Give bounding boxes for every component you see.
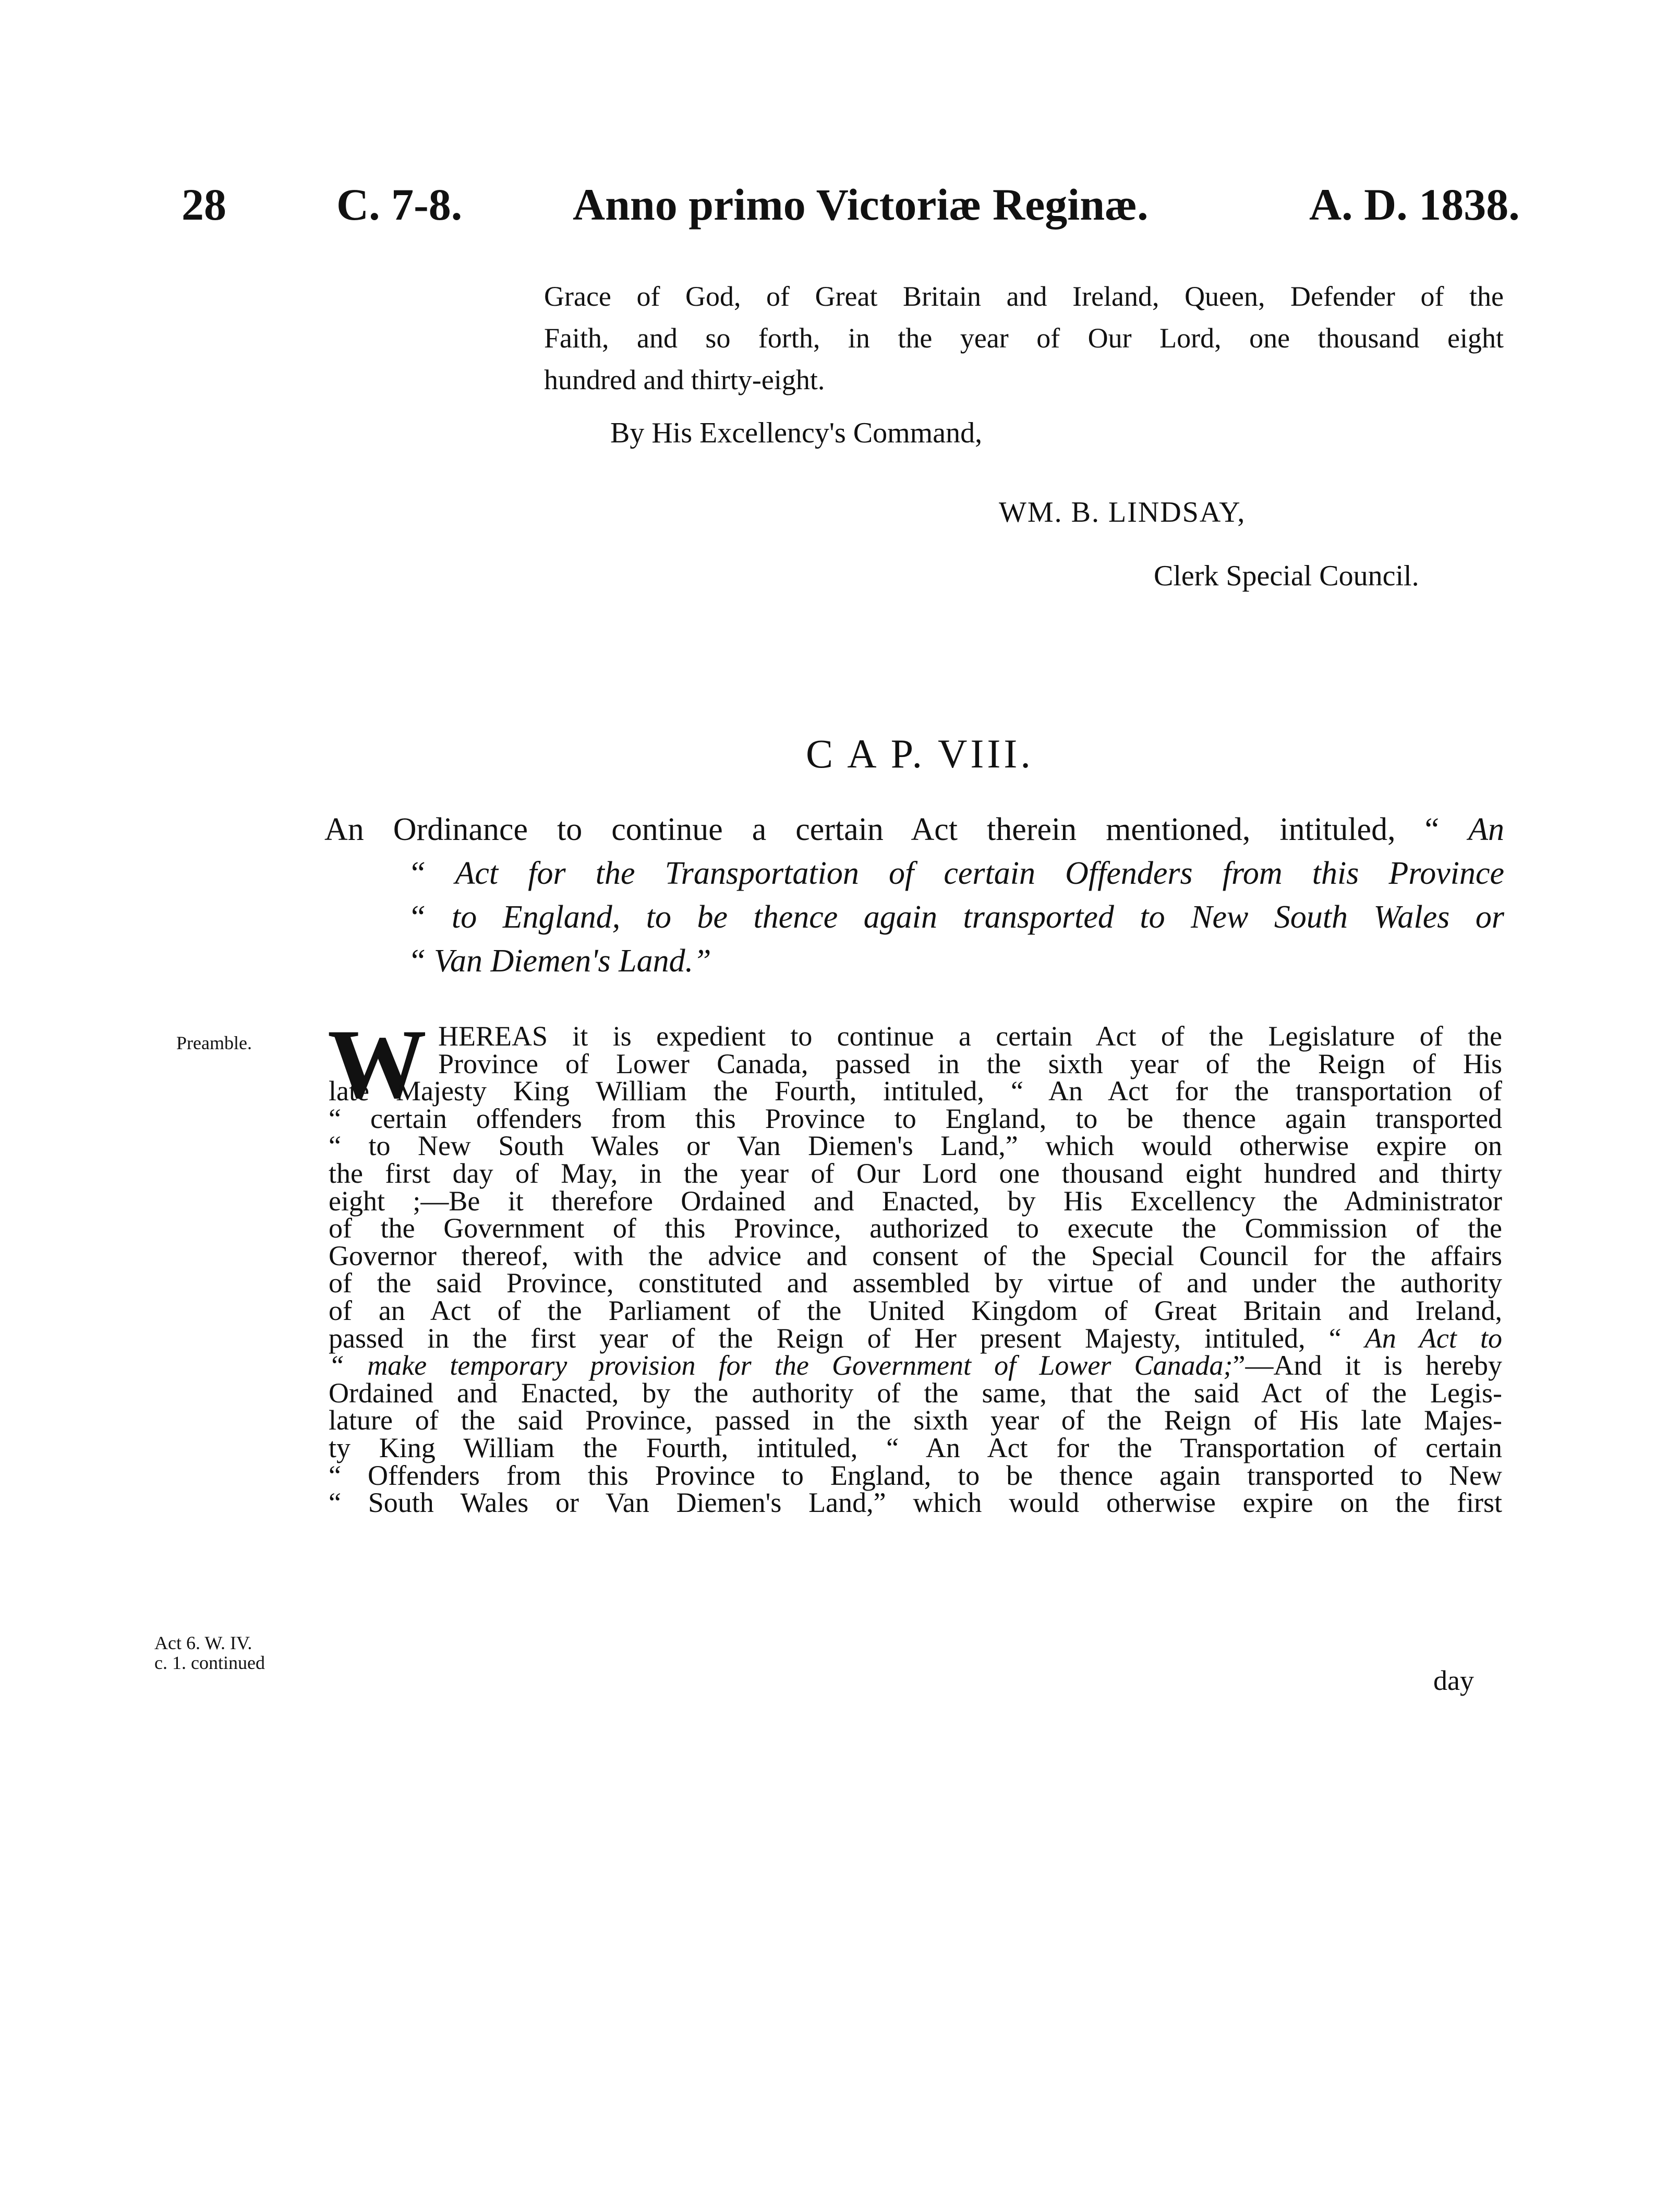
- preamble-italic: An Act to: [1364, 1322, 1503, 1354]
- command-line: By His Excellency's Command,: [610, 417, 983, 449]
- catchword: day: [1433, 1665, 1474, 1696]
- running-title: Anno primo Victoriæ Reginæ.: [573, 179, 1149, 230]
- ordinance-title-line: [324, 808, 1504, 851]
- preamble-line: “ to New South Wales or Van Diemen's Land,” which would otherwise expire on: [329, 1130, 1502, 1162]
- preamble-line: “ certain offenders from this Province to England, to be thence again transported: [329, 1102, 1502, 1134]
- margin-note-line: c. 1. continued: [154, 1652, 265, 1673]
- ordinance-title-text: An Ordinance to continue a certain Act therein mentioned, intituled, “: [324, 812, 1469, 847]
- preamble-line: lature of the said Province, passed in the sixth year of the Reign of His late Majes-: [329, 1404, 1502, 1436]
- chapter-reference: C. 7-8.: [336, 179, 463, 230]
- grace-line: hundred and thirty-eight.: [544, 364, 825, 395]
- ordinance-title-italic: “ Van Diemen's Land.”: [408, 943, 711, 979]
- ordinance-title-italic: An: [1468, 812, 1504, 847]
- preamble-paragraph: [328, 1010, 1503, 1519]
- margin-note-act-continued: [154, 1633, 265, 1673]
- preamble-line: the first day of May, in the year of Our Lord one thousand eight hundred and thirty: [329, 1157, 1502, 1189]
- page-number: 28: [182, 179, 226, 230]
- ordinance-title-line: [324, 895, 1504, 939]
- ordinance-title-line: [324, 851, 1504, 895]
- preamble-line: Province of Lower Canada, passed in the sixth year of the Reign of His: [438, 1048, 1502, 1079]
- grace-line: Grace of God, of Great Britain and Ireland, Queen, Defender of the: [544, 281, 1504, 312]
- signature-title: Clerk Special Council.: [1154, 560, 1419, 592]
- signature: WM. B. LINDSAY,: [999, 496, 1246, 529]
- preamble-line: of an Act of the Parliament of the United Kingdom of Great Britain and Ireland,: [329, 1294, 1502, 1326]
- margin-note-line: Act 6. W. IV.: [154, 1632, 252, 1653]
- preamble-line: of the said Province, constituted and assembled by virtue of and under the authority: [329, 1267, 1502, 1299]
- preamble-line: “ Offenders from this Province to England, to be thence again transported to New: [329, 1459, 1502, 1491]
- preamble-text: ”—And it is hereby: [1232, 1350, 1502, 1382]
- preamble-line: “ South Wales or Van Diemen's Land,” which would otherwise expire on the first: [329, 1487, 1502, 1519]
- preamble-line: Governor thereof, with the advice and consent of the Special Council for the affairs: [329, 1240, 1502, 1271]
- year-reference: A. D. 1838.: [1309, 179, 1520, 230]
- preamble-line: Ordained and Enacted, by the authority of the same, that the said Act of the Legis-: [329, 1377, 1502, 1409]
- preamble-line: eight ;—Be it therefore Ordained and Enacted, by His Excellency the Administrator: [329, 1185, 1502, 1217]
- preamble-line: [329, 1322, 1503, 1354]
- preamble-text: passed in the first year of the Reign of Her present Majesty, intituled, “: [329, 1322, 1365, 1354]
- preamble-line: late Majesty King William the Fourth, intituled, “ An Act for the transportation of: [329, 1075, 1502, 1107]
- preamble-italic: “ make temporary provision for the Government of Lower Canada;: [329, 1350, 1233, 1382]
- preamble-line: HEREAS it is expedient to continue a certain Act of the Legislature of the: [438, 1020, 1502, 1052]
- preamble-line: [329, 1350, 1502, 1382]
- grace-line: Faith, and so forth, in the year of Our Lord, one thousand eight: [544, 322, 1504, 354]
- ordinance-title-line: [324, 939, 1504, 983]
- grace-paragraph: [544, 275, 1504, 401]
- preamble-line: ty King William the Fourth, intituled, “ An Act for the Transportation of certain: [329, 1432, 1502, 1463]
- chapter-heading: C A P. VIII.: [806, 731, 1034, 776]
- ordinance-title-italic: “ to England, to be thence again transported to New South Wales or: [408, 899, 1504, 935]
- drop-cap: W: [328, 1010, 427, 1119]
- preamble-line: of the Government of this Province, authorized to execute the Commission of the: [329, 1212, 1502, 1244]
- ordinance-title-italic: “ Act for the Transportation of certain Offenders from this Province: [408, 856, 1504, 891]
- ordinance-title: [324, 808, 1504, 983]
- margin-note-preamble: Preamble.: [176, 1032, 252, 1053]
